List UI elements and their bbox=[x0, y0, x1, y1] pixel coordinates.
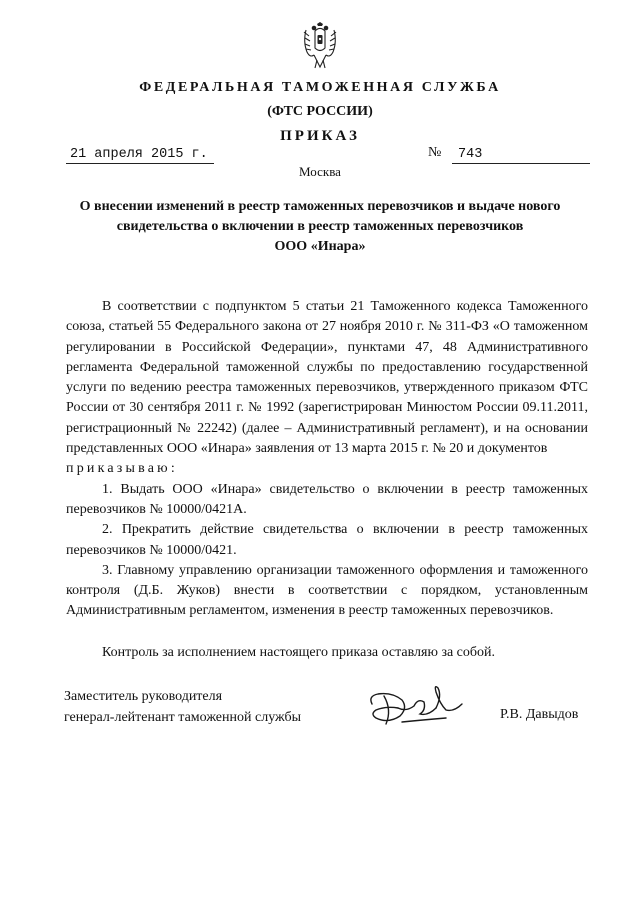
handwritten-signature bbox=[362, 682, 482, 734]
subject-line: свидетельства о включении в реестр таможенных перевозчиков bbox=[116, 219, 524, 234]
document-body bbox=[66, 297, 588, 663]
order-keyword: приказываю: bbox=[66, 461, 178, 477]
document-date: 21 апреля 2015 г. bbox=[66, 147, 214, 164]
organization-short-name: (ФТС РОССИИ) bbox=[267, 104, 373, 119]
signatory-name: Р.В. Давыдов bbox=[500, 707, 579, 722]
subject-line: ООО «Инара» bbox=[274, 239, 366, 254]
document-number-label: № bbox=[428, 145, 442, 160]
organization-name: ФЕДЕРАЛЬНАЯ ТАМОЖЕННАЯ СЛУЖБА bbox=[139, 80, 501, 95]
document-subject bbox=[60, 197, 580, 257]
control-paragraph: Контроль за исполнением настоящего приказа оставляю за собой. bbox=[102, 644, 496, 660]
document-number: 743 bbox=[452, 147, 590, 164]
order-item-3: 3. Главному управлению организации таможенного оформления и таможенного контроля (Д.Б. Жуков) внести в соответствии с порядком, установленным Административным регламентом, изменения в реестр таможенных перевозчиков. bbox=[66, 562, 588, 619]
document-city: Москва bbox=[299, 164, 341, 179]
document-type-title: ПРИКАЗ bbox=[280, 128, 360, 144]
coat-of-arms-icon bbox=[300, 22, 340, 72]
signatory-position bbox=[64, 686, 301, 728]
preamble-paragraph: В соответствии с подпунктом 5 статьи 21 Таможенного кодекса Таможенного союза, статьей 55 Федерального закона от 27 ноября 2010 г. № 311-ФЗ «О таможенном регулировании в Российской Федерации», пунктами 47, 48 Административного регламента Федеральной таможенной службы по предоставлению государственной услуги по ведению реестра таможенных перевозчиков, утвержденного приказом ФТС России от 30 сентября 2011 г. № 1992 (зарегистрирован Минюстом России 09.11.2011, регистрационный № 22242) (далее – Административный регламент), и на основании представленных ООО «Инара» заявления от 13 марта 2015 г. № 20 и документов bbox=[66, 299, 588, 457]
subject-line: О внесении изменений в реестр таможенных перевозчиков и выдаче нового bbox=[79, 199, 561, 214]
order-item-1: 1. Выдать ООО «Инара» свидетельство о включении в реестр таможенных перевозчиков № 10000/0421А. bbox=[66, 481, 588, 517]
position-line: генерал-лейтенант таможенной службы bbox=[64, 710, 302, 725]
position-line: Заместитель руководителя bbox=[64, 689, 223, 704]
order-item-2: 2. Прекратить действие свидетельства о включении в реестр таможенных перевозчиков № 10000/0421. bbox=[66, 522, 588, 558]
